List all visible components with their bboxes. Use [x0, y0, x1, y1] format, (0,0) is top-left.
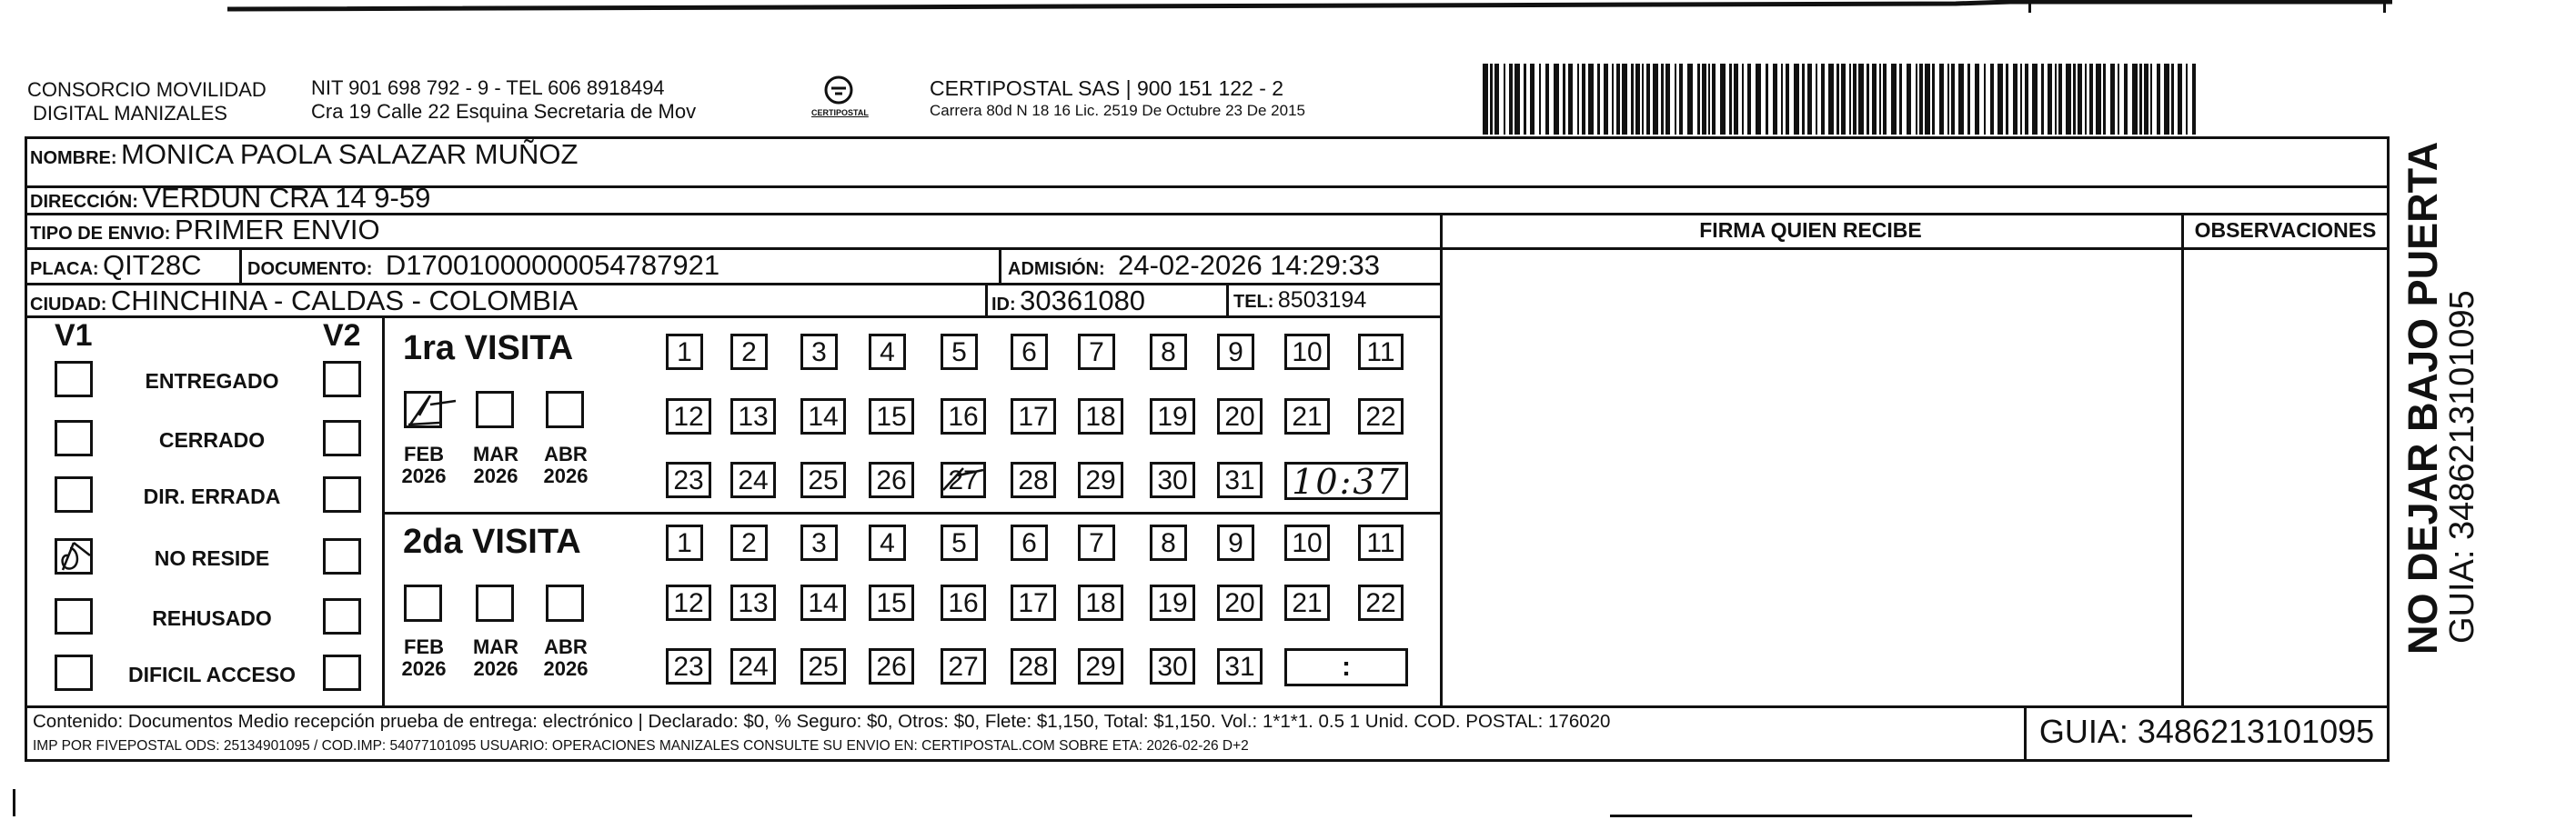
month-name: MAR [472, 635, 519, 658]
tel-value: 8503194 [1277, 287, 1367, 313]
admision-value: 24-02-2026 14:29:33 [1118, 249, 1380, 281]
direccion-value: VERDUN CRA 14 9-59 [142, 182, 431, 214]
day-box[interactable]: 30 [1150, 648, 1195, 685]
day-box[interactable]: 25 [800, 648, 846, 685]
nombre-label: NOMBRE: [30, 148, 117, 168]
day-box[interactable]: 8 [1150, 525, 1187, 561]
month-name: MAR [472, 443, 519, 465]
day-box[interactable]: 3 [800, 334, 838, 370]
day-box[interactable]: 27 [941, 462, 986, 498]
first-visit-label: 1ra VISITA [403, 329, 574, 367]
month-label [397, 636, 451, 680]
id-label: ID: [991, 295, 1016, 315]
day-box[interactable]: 30 [1150, 462, 1195, 498]
logo-icon [823, 75, 854, 105]
barcode [1483, 64, 2201, 135]
scan-bottom-line [1610, 815, 2192, 817]
observaciones-label: OBSERVACIONES [2194, 218, 2377, 242]
second-visit-label: 2da VISITA [403, 523, 581, 561]
day-box[interactable]: 31 [1217, 462, 1263, 498]
v2-checkbox[interactable] [323, 476, 361, 513]
side-guia: GUIA: 3486213101095 [2443, 290, 2481, 644]
day-box[interactable]: 20 [1217, 585, 1263, 621]
day-box[interactable]: 26 [869, 648, 914, 685]
time-placeholder: : [1342, 652, 1351, 682]
day-box[interactable]: 4 [869, 334, 906, 370]
v2-checkbox[interactable] [323, 361, 361, 397]
day-box[interactable]: 19 [1150, 585, 1195, 621]
status-reason-label: DIR. ERRADA [143, 485, 281, 508]
check-mark-icon [403, 388, 476, 428]
day-box[interactable]: 24 [730, 462, 776, 498]
day-box[interactable]: 12 [666, 585, 711, 621]
day-box[interactable]: 19 [1150, 398, 1195, 435]
day-box[interactable]: 1 [666, 525, 703, 561]
day-box[interactable]: 17 [1011, 398, 1056, 435]
day-box[interactable]: 22 [1358, 398, 1404, 435]
no-dejar-bajo-puerta: NO DEJAR BAJO PUERTA [2400, 141, 2446, 655]
day-box[interactable]: 22 [1358, 585, 1404, 621]
v2-label: V2 [323, 318, 361, 353]
day-box[interactable]: 12 [666, 398, 711, 435]
day-box[interactable]: 2 [730, 525, 768, 561]
visit-time-box-empty[interactable] [1284, 648, 1408, 686]
certipostal-logo [811, 75, 869, 117]
placa-label: PLACA: [30, 259, 99, 279]
placa-value: QIT28C [103, 249, 202, 281]
documento-value: D17001000000054787921 [385, 249, 720, 281]
month-checkbox[interactable] [476, 391, 514, 428]
day-box[interactable]: 1 [666, 334, 703, 370]
ciudad-label: CIUDAD: [30, 295, 107, 315]
v1-checkbox[interactable] [55, 538, 93, 575]
month-label [468, 636, 523, 680]
v2-checkbox[interactable] [323, 655, 361, 691]
v1-checkbox[interactable] [55, 598, 93, 635]
status-reason-label: REHUSADO [152, 606, 272, 630]
day-box[interactable]: 28 [1011, 648, 1056, 685]
month-checkbox[interactable] [546, 391, 584, 428]
day-box[interactable]: 28 [1011, 462, 1056, 498]
month-name: ABR [544, 443, 588, 465]
side-warning [2401, 109, 2480, 655]
placa-cell [30, 249, 202, 282]
v2-checkbox[interactable] [323, 598, 361, 635]
v1-checkbox[interactable] [55, 476, 93, 513]
ciudad-value: CHINCHINA - CALDAS - COLOMBIA [110, 285, 579, 316]
day-box[interactable]: 29 [1078, 462, 1123, 498]
company-line-2: DIGITAL MANIZALES [33, 102, 227, 125]
id-value: 30361080 [1020, 285, 1146, 316]
tipo-row [30, 214, 380, 246]
status-reason-label: DIFICIL ACCESO [127, 663, 296, 686]
day-box[interactable]: 2 [730, 334, 768, 370]
day-box[interactable]: 5 [941, 334, 978, 370]
day-box[interactable]: 8 [1150, 334, 1187, 370]
day-box[interactable]: 14 [800, 398, 846, 435]
day-box[interactable]: 5 [941, 525, 978, 561]
day-box[interactable]: 27 [941, 648, 986, 685]
day-box[interactable]: 18 [1078, 398, 1123, 435]
carrier-address: Carrera 80d N 18 16 Lic. 2519 De Octubre 23 De 2015 [930, 102, 1305, 119]
v2-checkbox[interactable] [323, 538, 361, 575]
day-box[interactable]: 23 [666, 462, 711, 498]
scan-left-mark [13, 789, 15, 816]
day-box[interactable]: 16 [941, 398, 986, 435]
day-box[interactable]: 17 [1011, 585, 1056, 621]
company-name [27, 78, 267, 125]
day-box[interactable]: 7 [1078, 334, 1115, 370]
status-reason-label: ENTREGADO [145, 369, 279, 393]
day-box[interactable]: 7 [1078, 525, 1115, 561]
scan-edge-line [227, 0, 2392, 13]
company-line-1: CONSORCIO MOVILIDAD [27, 78, 267, 101]
day-box[interactable]: 20 [1217, 398, 1263, 435]
month-year: 2026 [473, 465, 518, 487]
admision-cell [1008, 249, 1380, 282]
tipo-label: TIPO DE ENVIO: [30, 224, 171, 244]
day-box[interactable]: 23 [666, 648, 711, 685]
day-box[interactable]: 26 [869, 462, 914, 498]
month-checkbox[interactable] [404, 391, 442, 428]
documento-cell [247, 249, 719, 282]
month-name: ABR [544, 635, 588, 658]
day-box[interactable]: 6 [1011, 525, 1048, 561]
month-year: 2026 [401, 657, 447, 680]
month-label [538, 444, 593, 487]
check-mark-icon [54, 535, 108, 575]
month-checkbox[interactable] [404, 585, 442, 622]
day-box[interactable]: 13 [730, 398, 776, 435]
day-box[interactable]: 24 [730, 648, 776, 685]
tel-label: TEL: [1233, 292, 1274, 312]
month-label [538, 636, 593, 680]
month-checkbox[interactable] [476, 585, 514, 622]
logo-text: CERTIPOSTAL [811, 108, 869, 117]
id-cell [991, 285, 1145, 317]
v1-checkbox[interactable] [55, 361, 93, 397]
cross-mark-icon [940, 463, 994, 499]
day-box[interactable]: 11 [1358, 334, 1404, 370]
nit-line: NIT 901 698 792 - 9 - TEL 606 8918494 [311, 76, 665, 99]
direccion-label: DIRECCIÓN: [30, 192, 138, 212]
day-box[interactable]: 29 [1078, 648, 1123, 685]
month-year: 2026 [543, 465, 589, 487]
contenido-line: Contenido: Documentos Medio recepción prueba de entrega: electrónico | Declarado: $0, % Seguro: $0, Otros: $0, Flete: $1,150, Total: $1,150. Vol.: 1*1*1. 0.5 1 Unid. COD. POSTAL: 176020 [33, 711, 1611, 732]
day-box[interactable]: 13 [730, 585, 776, 621]
direccion-row [30, 182, 430, 215]
day-box[interactable]: 15 [869, 398, 914, 435]
month-name: FEB [404, 443, 444, 465]
status-reason-label: NO RESIDE [154, 546, 270, 570]
day-box[interactable]: 10 [1284, 334, 1330, 370]
v2-checkbox[interactable] [323, 420, 361, 456]
day-box[interactable]: 25 [800, 462, 846, 498]
day-box[interactable]: 11 [1358, 525, 1404, 561]
v1-label: V1 [55, 318, 93, 353]
imp-line: IMP POR FIVEPOSTAL ODS: 25134901095 / COD.IMP: 54077101095 USUARIO: OPERACIONES MANIZALES CONSULTE SU ENVIO EN: CERTIPOSTAL.COM SOBRE ETA: 2026-02-26 D+2 [33, 738, 1249, 754]
day-box[interactable]: 3 [800, 525, 838, 561]
day-box[interactable]: 14 [800, 585, 846, 621]
day-box[interactable]: 9 [1217, 334, 1254, 370]
day-box[interactable]: 4 [869, 525, 906, 561]
status-reason-label: CERRADO [158, 428, 266, 452]
nombre-value: MONICA PAOLA SALAZAR MUÑOZ [121, 138, 579, 170]
day-box[interactable]: 21 [1284, 585, 1330, 621]
day-box[interactable]: 15 [869, 585, 914, 621]
month-name: FEB [404, 635, 444, 658]
documento-label: DOCUMENTO: [247, 259, 373, 279]
firma-label: FIRMA QUIEN RECIBE [1699, 218, 1922, 242]
month-checkbox[interactable] [546, 585, 584, 622]
address-line: Cra 19 Calle 22 Esquina Secretaria de Mov [311, 100, 697, 123]
month-year: 2026 [543, 657, 589, 680]
day-box[interactable]: 9 [1217, 525, 1254, 561]
admision-label: ADMISIÓN: [1008, 259, 1105, 279]
month-label [468, 444, 523, 487]
handwritten-time: 10:37 [1292, 462, 1401, 502]
ciudad-cell [30, 285, 578, 317]
day-box[interactable]: 6 [1011, 334, 1048, 370]
day-box[interactable]: 21 [1284, 398, 1330, 435]
v1-checkbox[interactable] [55, 655, 93, 691]
month-year: 2026 [401, 465, 447, 487]
carrier-info [930, 76, 1305, 122]
nombre-row [30, 138, 578, 171]
tipo-value: PRIMER ENVIO [174, 214, 380, 245]
day-box[interactable]: 10 [1284, 525, 1330, 561]
month-year: 2026 [473, 657, 518, 680]
month-label [397, 444, 451, 487]
guia-footer: GUIA: 3486213101095 [2038, 713, 2375, 750]
visit-time-box[interactable] [1284, 462, 1408, 500]
day-box[interactable]: 16 [941, 585, 986, 621]
company-info [311, 76, 696, 124]
v1-checkbox[interactable] [55, 420, 93, 456]
day-box[interactable]: 31 [1217, 648, 1263, 685]
carrier-line: CERTIPOSTAL SAS | 900 151 122 - 2 [930, 76, 1284, 100]
day-box[interactable]: 18 [1078, 585, 1123, 621]
tel-cell [1233, 287, 1366, 314]
